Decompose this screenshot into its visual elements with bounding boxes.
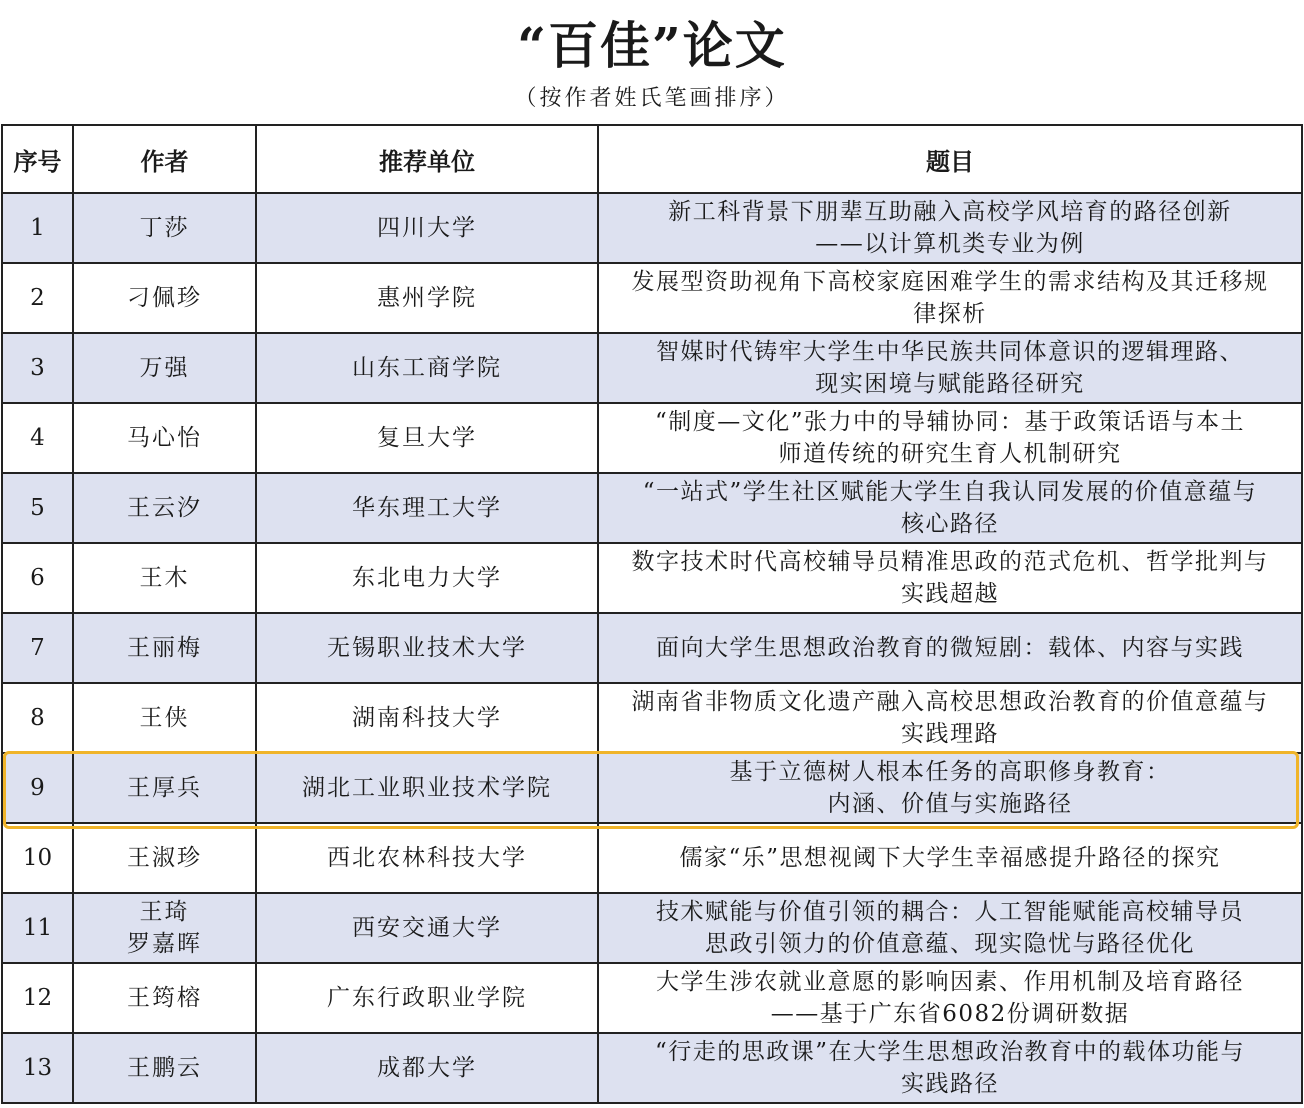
row-index: 6 — [2, 543, 73, 613]
topic-line: 实践路径 — [901, 1071, 999, 1097]
row-index: 7 — [2, 613, 73, 683]
topic-line: 智媒时代铸牢大学生中华民族共同体意识的逻辑理路、 — [656, 339, 1244, 365]
header-author: 作者 — [73, 125, 256, 193]
row-topic — [598, 403, 1302, 473]
topic-line: 儒家“乐”思想视阈下大学生幸福感提升路径的探究 — [679, 845, 1221, 871]
row-topic — [598, 193, 1302, 263]
table-row — [2, 893, 1302, 963]
topic-line: 基于立德树人根本任务的高职修身教育： — [729, 759, 1171, 785]
row-index: 11 — [2, 893, 73, 963]
row-author — [73, 823, 256, 893]
row-unit: 成都大学 — [256, 1033, 598, 1103]
topic-line: 新工科背景下朋辈互助融入高校学风培育的路径创新 — [668, 199, 1232, 225]
row-author — [73, 753, 256, 823]
author-name: 万强 — [139, 355, 190, 381]
topic-line: 实践理路 — [901, 721, 999, 747]
row-topic — [598, 263, 1302, 333]
table-row — [2, 613, 1302, 683]
author-name: 马心怡 — [127, 425, 202, 451]
author-name: 王鹏云 — [127, 1055, 202, 1081]
table-row — [2, 753, 1302, 823]
topic-line: 数字技术时代高校辅导员精准思政的范式危机、哲学批判与 — [631, 549, 1269, 575]
author-name: 罗嘉晖 — [127, 931, 202, 957]
row-topic — [598, 333, 1302, 403]
topic-line: “制度—文化”张力中的导辅协同：基于政策话语与本土 — [654, 409, 1246, 435]
topic-line: 实践超越 — [901, 581, 999, 607]
topic-line: ——以计算机类专业为例 — [815, 231, 1085, 257]
row-index: 10 — [2, 823, 73, 893]
author-name: 王云汐 — [127, 495, 202, 521]
header-index: 序号 — [2, 125, 73, 193]
author-name: 王琦 — [139, 899, 190, 925]
row-topic — [598, 963, 1302, 1033]
topic-line: 湖南省非物质文化遗产融入高校思想政治教育的价值意蕴与 — [631, 689, 1269, 715]
topic-line: 面向大学生思想政治教育的微短剧：载体、内容与实践 — [656, 635, 1244, 661]
row-topic — [598, 1033, 1302, 1103]
topic-line: “一站式”学生社区赋能大学生自我认同发展的价值意蕴与 — [642, 479, 1258, 505]
row-topic — [598, 473, 1302, 543]
table-body — [2, 193, 1302, 1103]
row-author — [73, 543, 256, 613]
row-unit: 四川大学 — [256, 193, 598, 263]
row-unit: 西北农林科技大学 — [256, 823, 598, 893]
row-unit: 复旦大学 — [256, 403, 598, 473]
topic-line: “行走的思政课”在大学生思想政治教育中的载体功能与 — [654, 1039, 1246, 1065]
table-row — [2, 823, 1302, 893]
topic-line: 技术赋能与价值引领的耦合：人工智能赋能高校辅导员 — [656, 899, 1244, 925]
row-topic — [598, 823, 1302, 893]
row-unit: 山东工商学院 — [256, 333, 598, 403]
row-index: 4 — [2, 403, 73, 473]
table-row — [2, 543, 1302, 613]
topic-line: 内涵、价值与实施路径 — [827, 791, 1073, 817]
row-index: 13 — [2, 1033, 73, 1103]
table-header-row — [2, 125, 1302, 193]
row-author — [73, 963, 256, 1033]
author-name: 丁莎 — [139, 215, 190, 241]
table-row — [2, 193, 1302, 263]
row-unit: 东北电力大学 — [256, 543, 598, 613]
author-name: 王淑珍 — [127, 845, 202, 871]
table-row — [2, 963, 1302, 1033]
topic-line: ——基于广东省6082份调研数据 — [770, 1001, 1130, 1027]
row-author — [73, 193, 256, 263]
row-index: 2 — [2, 263, 73, 333]
author-name: 王侠 — [139, 705, 190, 731]
row-unit: 华东理工大学 — [256, 473, 598, 543]
row-unit: 湖南科技大学 — [256, 683, 598, 753]
row-index: 12 — [2, 963, 73, 1033]
row-author — [73, 1033, 256, 1103]
row-author — [73, 263, 256, 333]
row-index: 9 — [2, 753, 73, 823]
page-subtitle: （按作者姓氏笔画排序） — [514, 86, 790, 111]
author-name: 刁佩珍 — [127, 285, 202, 311]
topic-line: 思政引领力的价值意蕴、现实隐忧与路径优化 — [705, 931, 1195, 957]
row-topic — [598, 543, 1302, 613]
row-author — [73, 403, 256, 473]
table-row — [2, 263, 1302, 333]
header-unit: 推荐单位 — [256, 125, 598, 193]
row-author — [73, 613, 256, 683]
row-author — [73, 683, 256, 753]
topic-line: 现实困境与赋能路径研究 — [815, 371, 1085, 397]
page-title: “百佳”论文 — [517, 16, 787, 75]
topic-line: 发展型资助视角下高校家庭困难学生的需求结构及其迁移规 — [631, 269, 1269, 295]
row-topic — [598, 613, 1302, 683]
row-unit: 西安交通大学 — [256, 893, 598, 963]
topic-line: 律探析 — [913, 301, 987, 327]
author-name: 王木 — [139, 565, 190, 591]
row-index: 3 — [2, 333, 73, 403]
row-author — [73, 473, 256, 543]
row-author — [73, 893, 256, 963]
row-unit: 无锡职业技术大学 — [256, 613, 598, 683]
award-list-table — [1, 124, 1303, 1104]
table-row — [2, 683, 1302, 753]
table-row — [2, 473, 1302, 543]
header-topic: 题目 — [598, 125, 1302, 193]
author-name: 王丽梅 — [127, 635, 202, 661]
row-index: 8 — [2, 683, 73, 753]
author-name: 王厚兵 — [127, 775, 202, 801]
row-index: 5 — [2, 473, 73, 543]
topic-line: 大学生涉农就业意愿的影响因素、作用机制及培育路径 — [656, 969, 1244, 995]
table-row — [2, 1033, 1302, 1103]
row-unit: 湖北工业职业技术学院 — [256, 753, 598, 823]
table-row — [2, 333, 1302, 403]
row-author — [73, 333, 256, 403]
table-row — [2, 403, 1302, 473]
row-topic — [598, 893, 1302, 963]
row-index: 1 — [2, 193, 73, 263]
row-topic — [598, 683, 1302, 753]
row-unit: 广东行政职业学院 — [256, 963, 598, 1033]
row-topic — [598, 753, 1302, 823]
topic-line: 核心路径 — [901, 511, 999, 537]
topic-line: 师道传统的研究生育人机制研究 — [778, 441, 1122, 467]
row-unit: 惠州学院 — [256, 263, 598, 333]
author-name: 王筠榕 — [127, 985, 202, 1011]
